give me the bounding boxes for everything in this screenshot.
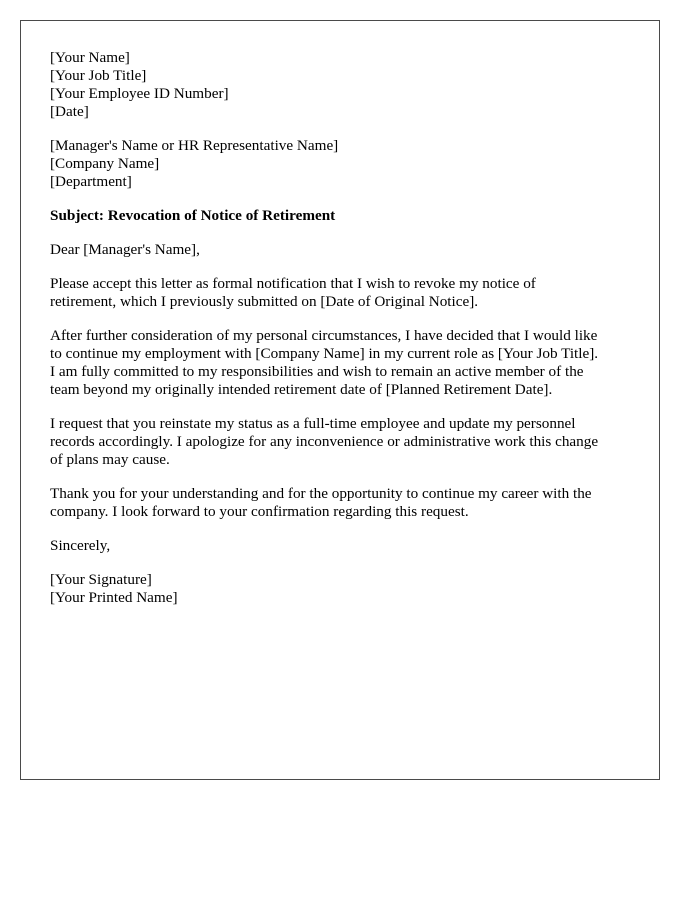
letter-date: [Date] <box>50 103 89 120</box>
paragraph-request: I request that you reinstate my status as a full-time employee and update my personnel records accordingly. I apologize for any inconvenience or administrative work this change of plans may cause. <box>50 415 599 468</box>
paragraph-thanks: Thank you for your understanding and for the opportunity to continue my career with the company. I look forward to your confirmation regarding this request. <box>50 485 592 520</box>
recipient-department: [Department] <box>50 173 132 190</box>
letter-body <box>50 49 635 623</box>
recipient-block <box>50 137 635 191</box>
sender-employee-id: [Your Employee ID Number] <box>50 85 229 102</box>
closing: Sincerely, <box>50 537 111 554</box>
paragraph-reasoning: After further consideration of my personal circumstances, I have decided that I would like to continue my employment with [Company Name] in my current role as [Your Job Title]. I am fully committed to my responsibilities and wish to remain an active member of the team beyond my originally intended retirement date of [Planned Retirement Date]. <box>50 327 599 398</box>
printed-name: [Your Printed Name] <box>50 589 178 606</box>
salutation: Dear [Manager's Name], <box>50 241 200 258</box>
recipient-name: [Manager's Name or HR Representative Name] <box>50 137 339 154</box>
letter-frame <box>20 20 660 780</box>
subject-line: Subject: Revocation of Notice of Retirement <box>50 207 336 224</box>
paragraph-revocation: Please accept this letter as formal notification that I wish to revoke my notice of retirement, which I previously submitted on [Date of Original Notice]. <box>50 275 536 310</box>
recipient-company: [Company Name] <box>50 155 160 172</box>
sender-job-title: [Your Job Title] <box>50 67 147 84</box>
signature-block <box>50 571 635 607</box>
sender-name: [Your Name] <box>50 49 130 66</box>
signature-line: [Your Signature] <box>50 571 152 588</box>
sender-block <box>50 49 635 121</box>
